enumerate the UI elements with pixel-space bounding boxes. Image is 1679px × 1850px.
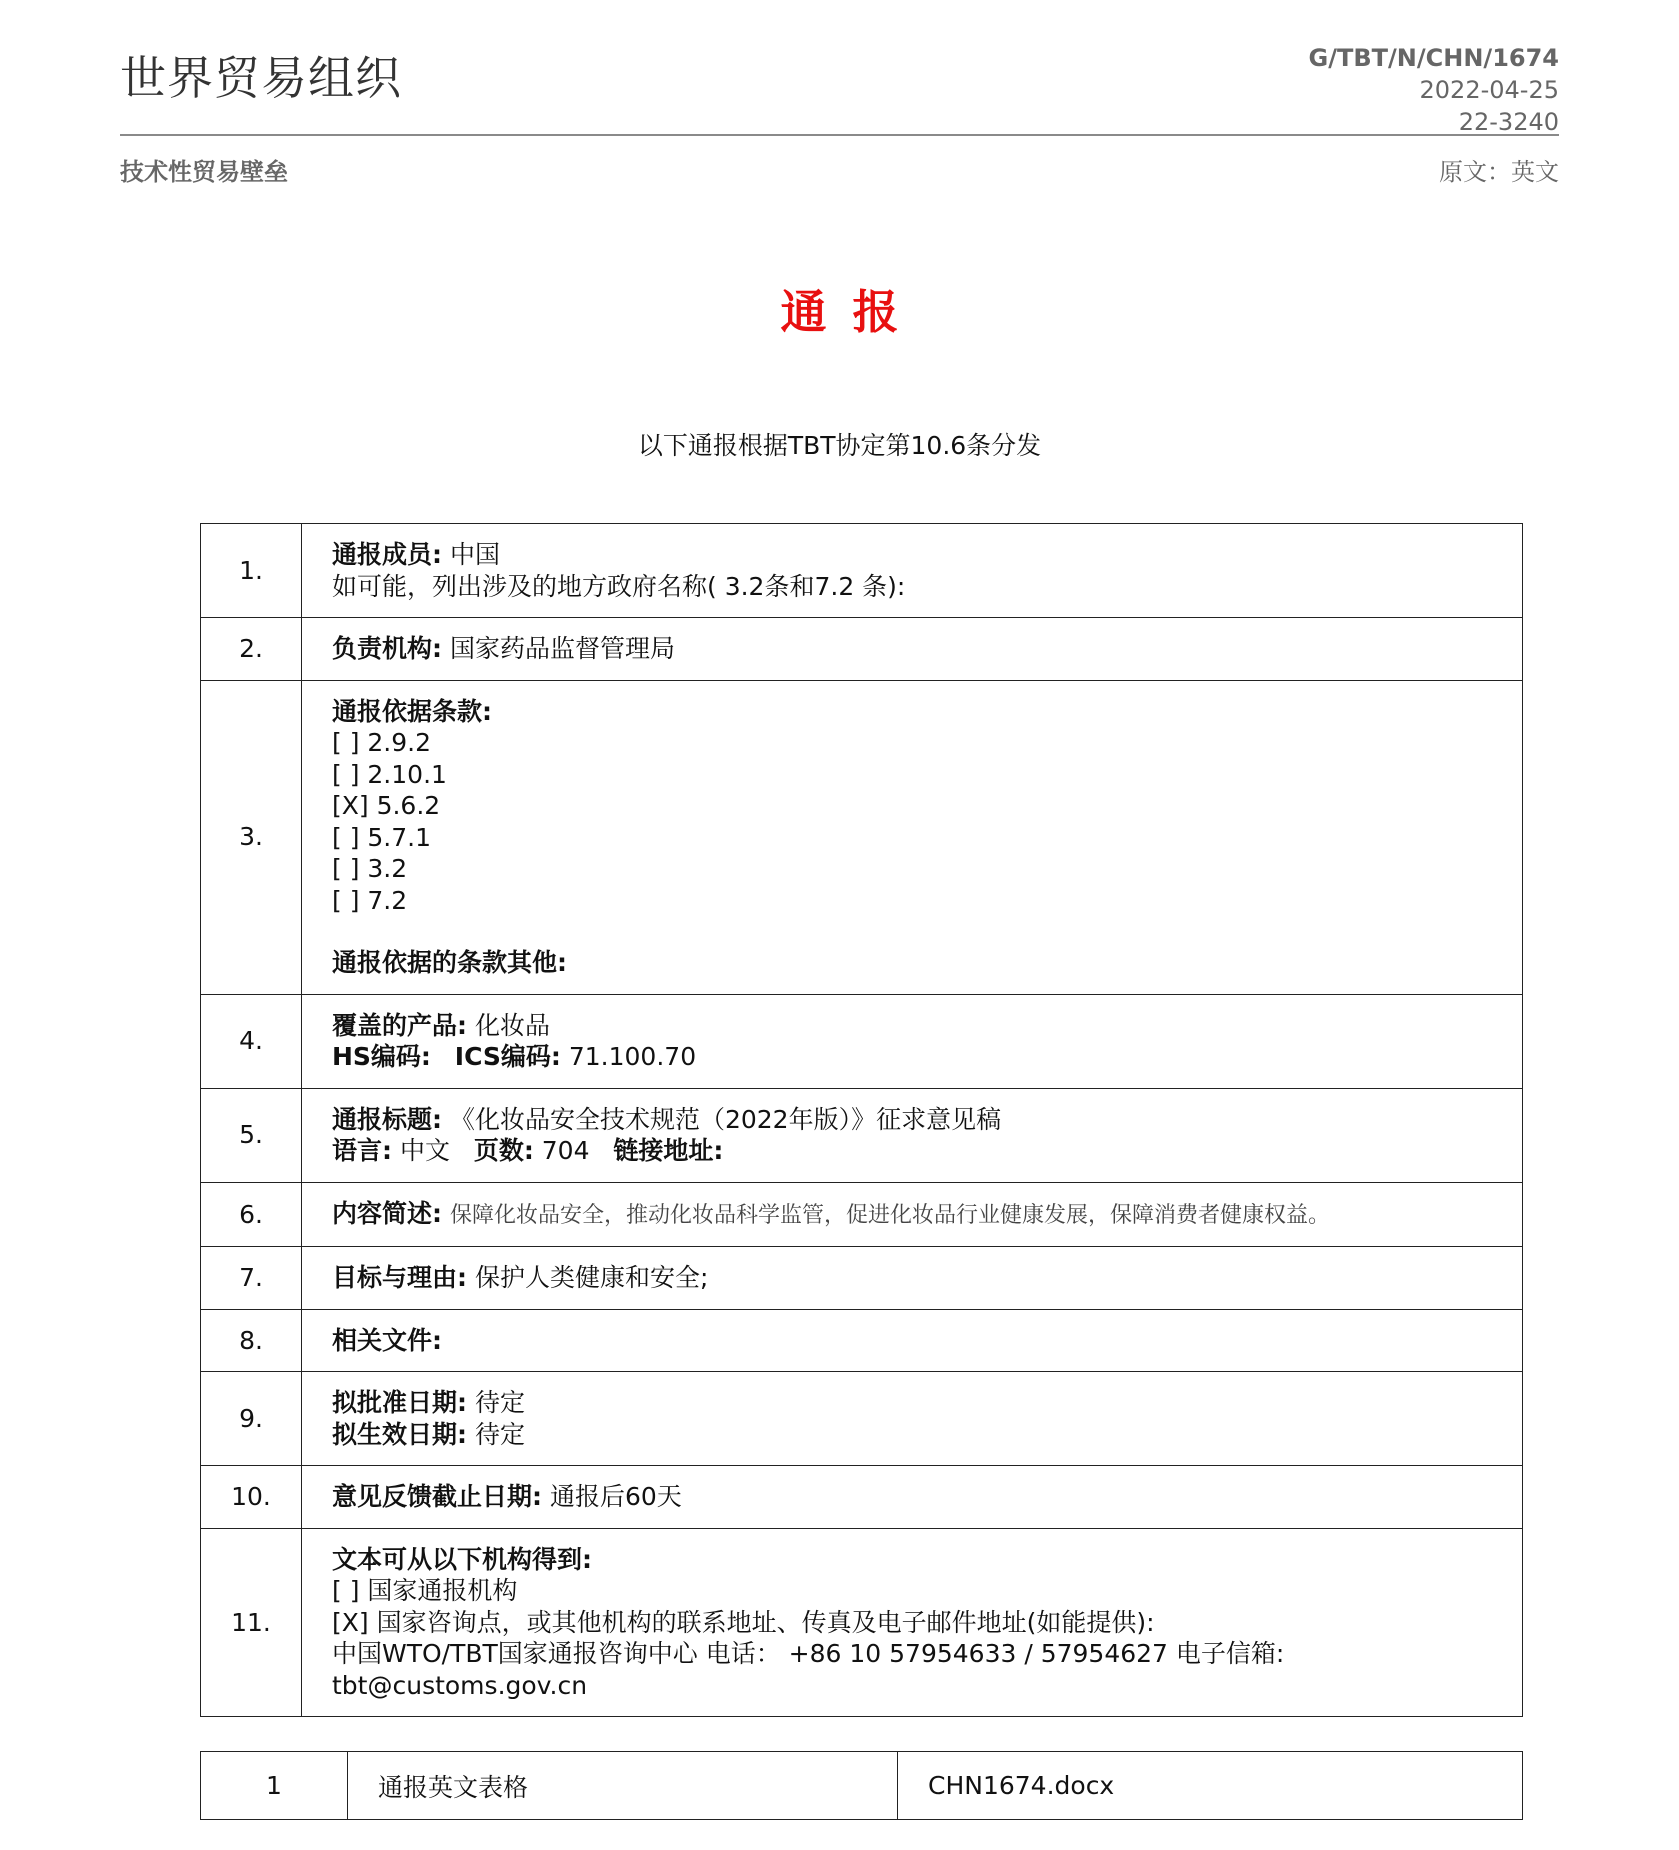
field-value: 待定 — [474, 1388, 525, 1417]
table-row — [201, 680, 1523, 994]
row-content — [302, 680, 1523, 994]
attachment-file-link[interactable]: CHN1674.docx — [898, 1752, 1523, 1820]
field-label: 拟生效日期: — [332, 1419, 467, 1449]
field-label: 负责机构: — [332, 634, 442, 663]
document-symbol: G/TBT/N/CHN/1674 — [1308, 44, 1559, 72]
table-row — [201, 1528, 1523, 1717]
row-content — [302, 1372, 1523, 1466]
table-row — [201, 1309, 1523, 1372]
field-label: 相关文件: — [332, 1325, 442, 1355]
table-row — [201, 524, 1523, 618]
field-label: 内容简述: — [332, 1198, 442, 1228]
field-label: 意见反馈截止日期: — [332, 1482, 542, 1511]
row-number: 7. — [201, 1247, 302, 1310]
field-value: 保障化妆品安全，推动化妆品科学监管，促进化妆品行业健康发展，保障消费者健康权益。 — [449, 1202, 1330, 1228]
row-content — [302, 1309, 1523, 1372]
spacer — [332, 916, 1494, 947]
field-label: 通报依据条款: — [332, 696, 492, 726]
field-note: 如可能，列出涉及的地方政府名称( 3.2条和7.2 条): — [332, 571, 906, 601]
field-value: 国家药品监督管理局 — [449, 634, 675, 663]
table-row — [201, 1372, 1523, 1466]
row-content — [302, 994, 1523, 1088]
field-label: 拟批准日期: — [332, 1388, 467, 1417]
attachment-name: 通报英文表格 — [348, 1752, 898, 1820]
field-label: 覆盖的产品: — [332, 1010, 467, 1040]
attachment-index: 1 — [201, 1752, 348, 1820]
organization-name: 世界贸易组织 — [120, 51, 402, 105]
field-label: 通报成员: — [332, 540, 442, 569]
clause-option: [ ] 3.2 — [332, 854, 408, 883]
field-value: 待定 — [474, 1419, 525, 1449]
table-row — [201, 618, 1523, 681]
field-value: 通报后60天 — [549, 1482, 682, 1511]
contact-info: 中国WTO/TBT国家通报咨询中心 电话： +86 10 57954633 / 57954627 电子信箱: tbt@customs.gov.cn — [332, 1639, 1285, 1700]
table-row — [201, 1182, 1523, 1247]
committee-name: 技术性贸易壁垒 — [120, 158, 288, 186]
field-value: 保护人类健康和安全; — [474, 1263, 709, 1292]
field-value: 化妆品 — [474, 1010, 550, 1040]
ics-code-value: 71.100.70 — [568, 1042, 697, 1071]
row-content — [302, 1528, 1523, 1717]
hs-code-label: HS编码: — [332, 1042, 431, 1071]
table-row — [201, 1088, 1523, 1182]
original-language: 原文：英文 — [1439, 158, 1559, 186]
row-number: 9. — [201, 1372, 302, 1466]
row-number: 4. — [201, 994, 302, 1088]
ics-code-label: ICS编码: — [454, 1042, 561, 1071]
row-number: 8. — [201, 1309, 302, 1372]
field-label: 通报标题: — [332, 1104, 442, 1134]
clause-option: [X] 5.6.2 — [332, 791, 441, 820]
row-content — [302, 1088, 1523, 1182]
field-label: 文本可从以下机构得到: — [332, 1544, 592, 1574]
pages-label: 页数: — [473, 1136, 534, 1165]
row-content — [302, 524, 1523, 618]
notice-subtitle: 以下通报根据TBT协定第10.6条分发 — [637, 431, 1042, 460]
notice-title: 通报 — [780, 285, 925, 339]
field-value: 《化妆品安全技术规范（2022年版）》征求意见稿 — [449, 1104, 1002, 1134]
header-divider — [120, 134, 1559, 136]
row-number: 1. — [201, 524, 302, 618]
row-number: 2. — [201, 618, 302, 681]
clause-option: [ ] 5.7.1 — [332, 822, 432, 852]
notification-table — [200, 523, 1523, 1717]
row-number: 3. — [201, 680, 302, 994]
row-number: 11. — [201, 1528, 302, 1717]
row-content — [302, 618, 1523, 681]
row-content — [302, 1466, 1523, 1529]
language-value: 中文 — [399, 1136, 450, 1165]
row-number: 5. — [201, 1088, 302, 1182]
language-label: 语言: — [332, 1136, 392, 1165]
row-number: 10. — [201, 1466, 302, 1529]
availability-option: [ ] 国家通报机构 — [332, 1576, 518, 1605]
clause-option: [ ] 2.10.1 — [332, 759, 447, 789]
row-content — [302, 1247, 1523, 1310]
field-label: 目标与理由: — [332, 1263, 467, 1292]
field-label: 通报依据的条款其他: — [332, 948, 567, 977]
pages-value: 704 — [541, 1136, 590, 1165]
table-row — [201, 1752, 1523, 1820]
clause-option: [ ] 7.2 — [332, 885, 408, 915]
row-number: 6. — [201, 1182, 302, 1247]
table-row — [201, 1247, 1523, 1310]
availability-option: [X] 国家咨询点，或其他机构的联系地址、传真及电子邮件地址(如能提供): — [332, 1607, 1155, 1637]
document-number: 22-3240 — [1458, 108, 1559, 136]
link-label: 链接地址: — [613, 1136, 724, 1165]
document-meta — [1309, 42, 1559, 138]
table-row — [201, 994, 1523, 1088]
row-content — [302, 1182, 1523, 1247]
clause-option: [ ] 2.9.2 — [332, 728, 432, 757]
table-row — [201, 1466, 1523, 1529]
field-value: 中国 — [449, 540, 500, 569]
attachment-table — [200, 1751, 1523, 1820]
document-date: 2022-04-25 — [1419, 76, 1559, 104]
